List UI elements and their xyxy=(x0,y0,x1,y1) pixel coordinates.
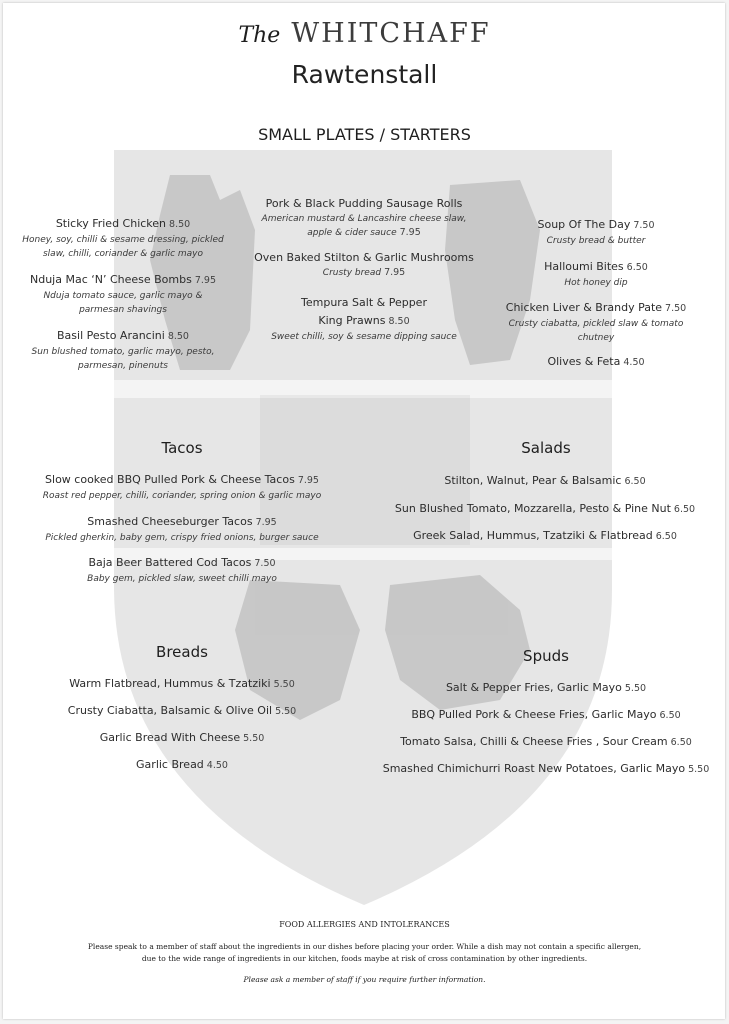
menu-item xyxy=(380,526,710,545)
item-name: Sticky Fried Chicken xyxy=(55,217,167,230)
item-desc: Honey, soy, chilli & sesame dressing, pickled xyxy=(22,235,224,245)
brand-the: The xyxy=(238,23,281,48)
item-price: 5.50 xyxy=(275,706,297,717)
item-price: 6.50 xyxy=(624,476,646,487)
item-name: King Prawns xyxy=(318,314,386,327)
item-price: 4.50 xyxy=(206,760,228,771)
item-price: 6.50 xyxy=(626,262,648,273)
item-desc: Crusty ciabatta, pickled slaw & tomato xyxy=(508,319,684,329)
item-name: Baja Beer Battered Cod Tacos xyxy=(88,556,252,569)
item-desc: Sun blushed tomato, garlic mayo, pesto, xyxy=(31,347,215,357)
item-name: Halloumi Bites xyxy=(544,260,624,273)
menu-item xyxy=(22,512,342,545)
item-desc: Pickled gherkin, baby gem, crispy fried onions, burger sauce xyxy=(45,533,319,543)
menu-item xyxy=(490,257,702,290)
item-name: Pork & Black Pudding Sausage Rolls xyxy=(265,197,463,210)
item-price: 6.50 xyxy=(673,504,696,515)
allergy-heading: FOOD ALLERGIES AND INTOLERANCES xyxy=(279,920,450,929)
item-price: 6.50 xyxy=(659,710,681,721)
item-name: Smashed Chimichurri Roast New Potatoes, Garlic Mayo xyxy=(382,762,686,775)
location-title: Rawtenstall xyxy=(291,60,438,89)
menu-item xyxy=(18,270,228,317)
item-desc: parmesan shavings xyxy=(79,305,167,315)
item-price: 5.50 xyxy=(273,679,295,690)
item-price: 5.50 xyxy=(243,733,265,744)
item-name: Tempura Salt & Pepper xyxy=(301,296,427,309)
brand-logo xyxy=(0,18,729,49)
menu-item xyxy=(22,470,342,503)
item-desc: Sweet chilli, soy & sesame dipping sauce xyxy=(271,332,457,342)
brand-name: WHITCHAFF xyxy=(291,18,491,49)
item-price: 7.95 xyxy=(194,275,216,286)
item-price: 4.50 xyxy=(623,357,645,368)
menu-item xyxy=(18,214,228,261)
item-desc: Roast red pepper, chilli, coriander, spring onion & garlic mayo xyxy=(42,491,322,501)
item-desc: apple & cider sauce xyxy=(307,228,397,238)
item-name: Slow cooked BBQ Pulled Pork & Cheese Tacos xyxy=(45,473,295,486)
item-name: Soup Of The Day xyxy=(537,218,631,231)
item-price: 7.95 xyxy=(255,517,277,528)
item-name: Crusty Ciabatta, Balsamic & Olive Oil xyxy=(67,704,273,717)
menu-item xyxy=(490,352,702,371)
menu-item xyxy=(254,293,474,344)
item-price: 7.95 xyxy=(399,227,421,238)
menu-item xyxy=(42,701,322,720)
item-name: Stilton, Walnut, Pear & Balsamic xyxy=(444,474,622,487)
item-desc: parmesan, pinenuts xyxy=(78,361,168,371)
menu-item xyxy=(372,705,720,724)
spuds-title: Spuds xyxy=(523,647,569,665)
item-desc: Crusty bread xyxy=(322,268,382,278)
menu-item xyxy=(380,499,710,518)
menu-item xyxy=(372,678,720,697)
item-price: 6.50 xyxy=(670,737,692,748)
item-price: 7.95 xyxy=(297,475,319,486)
menu-item xyxy=(372,759,720,778)
menu-item xyxy=(42,728,322,747)
menu-item xyxy=(22,553,342,586)
item-name: Greek Salad, Hummus, Tzatziki & Flatbread xyxy=(413,529,653,542)
item-desc: Hot honey dip xyxy=(564,278,628,288)
item-price: 7.50 xyxy=(633,220,655,231)
item-desc: slaw, chilli, coriander & garlic mayo xyxy=(42,249,203,259)
menu-item xyxy=(254,248,474,280)
item-price: 8.50 xyxy=(167,331,189,342)
menu-item xyxy=(380,471,710,490)
menu-item xyxy=(490,298,702,345)
menu-item xyxy=(372,732,720,751)
menu-item xyxy=(42,755,322,774)
allergy-text: due to the wide range of ingredients in our kitchen, foods maybe at risk of cross contamination by other ingredients. xyxy=(141,954,588,963)
tacos-title: Tacos xyxy=(161,439,203,457)
item-price: 7.50 xyxy=(254,558,276,569)
item-desc: Baby gem, pickled slaw, sweet chilli mayo xyxy=(87,574,277,584)
allergy-text: Please speak to a member of staff about the ingredients in our dishes before placing your order. While a dish may not contain a specific allergen, xyxy=(87,942,642,951)
item-name: Smashed Cheeseburger Tacos xyxy=(87,515,253,528)
item-price: 5.50 xyxy=(688,764,710,775)
menu-item xyxy=(42,674,322,693)
menu-item xyxy=(490,215,702,248)
salads-title: Salads xyxy=(521,439,571,457)
item-name: BBQ Pulled Pork & Cheese Fries, Garlic Mayo xyxy=(411,708,657,721)
item-name: Salt & Pepper Fries, Garlic Mayo xyxy=(445,681,622,694)
menu-item xyxy=(254,194,474,240)
item-price: 7.95 xyxy=(384,267,406,278)
item-name: Warm Flatbread, Hummus & Tzatziki xyxy=(69,677,271,690)
item-name: Oven Baked Stilton & Garlic Mushrooms xyxy=(254,251,474,264)
item-price: 8.50 xyxy=(388,316,410,327)
item-price: 6.50 xyxy=(655,531,677,542)
item-name: Garlic Bread xyxy=(136,758,204,771)
item-desc: American mustard & Lancashire cheese slaw, xyxy=(261,214,467,224)
item-name: Garlic Bread With Cheese xyxy=(99,731,241,744)
menu-item xyxy=(18,326,228,373)
breads-title: Breads xyxy=(156,643,208,661)
item-desc: Nduja tomato sauce, garlic mayo & xyxy=(43,291,203,301)
item-name: Olives & Feta xyxy=(547,355,621,368)
item-price: 7.50 xyxy=(665,303,687,314)
item-name: Nduja Mac ‘N’ Cheese Bombs xyxy=(29,273,192,286)
item-name: Tomato Salsa, Chilli & Cheese Fries , Sour Cream xyxy=(400,735,668,748)
starters-title: SMALL PLATES / STARTERS xyxy=(258,125,471,144)
item-price: 5.50 xyxy=(624,683,647,694)
item-price: 8.50 xyxy=(169,219,191,230)
item-name: Basil Pesto Arancini xyxy=(57,329,165,342)
allergy-note: Please ask a member of staff if you require further information. xyxy=(243,975,486,984)
item-name: Sun Blushed Tomato, Mozzarella, Pesto & Pine Nut xyxy=(394,502,671,515)
item-name: Chicken Liver & Brandy Pate xyxy=(505,301,663,314)
item-desc: Crusty bread & butter xyxy=(546,236,646,246)
item-desc: chutney xyxy=(577,333,615,343)
